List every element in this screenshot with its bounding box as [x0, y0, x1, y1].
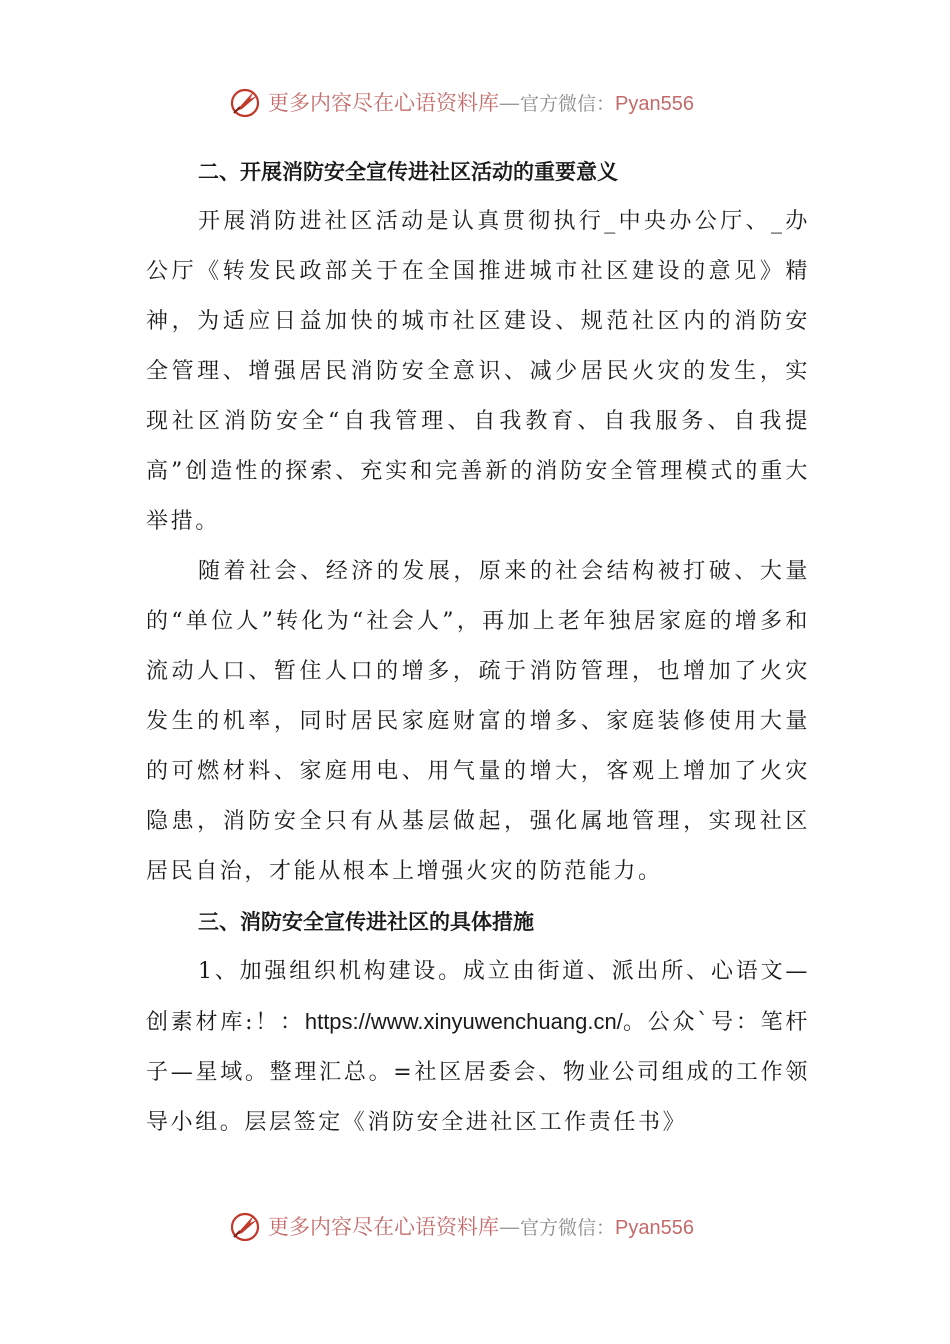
- section-heading-2: 二、开展消防安全宣传进社区活动的重要意义: [198, 160, 618, 184]
- paragraph-3-start: 1、加强组织机构建设。成立由街道、派出所、心语文—创素材库:！：: [146, 959, 810, 1035]
- banner-main-text: 更多内容尽在心语资料库: [268, 1215, 499, 1239]
- source-url-link[interactable]: https://www.xinyuwenchuang.cn/: [304, 1009, 623, 1034]
- paragraph-3-end: 。公众`号：笔杆子—星域。整理汇总。=社区居委会、物业公司组成的工作领导小组。层层签定《消防安全进社区工作责任书》: [146, 1010, 810, 1135]
- paragraph-3: [146, 947, 810, 1148]
- section-heading-3: 三、消防安全宣传进社区的具体措施: [198, 910, 534, 934]
- quill-logo-icon: [228, 85, 262, 119]
- banner-text: [268, 1211, 694, 1241]
- paragraph-2: 随着社会、经济的发展，原来的社会结构被打破、大量的“单位人”转化为“社会人”，再加上老年独居家庭的增多和流动人口、暂住人口的增多，疏于消防管理，也增加了火灾发生的机率，同时居民家庭财富的增多、家庭装修使用大量的可燃材料、家庭用电、用气量的增大，客观上增加了火灾隐患，消防安全只有从基层做起，强化属地管理，实现社区居民自治，才能从根本上增强火灾的防范能力。: [146, 559, 810, 884]
- header-watermark-banner: [0, 82, 950, 122]
- banner-wechat-id: Pyan556: [615, 1217, 694, 1239]
- banner-official-label: 官方微信：: [520, 1217, 616, 1239]
- banner-wechat-id: Pyan556: [615, 93, 694, 115]
- quill-logo-icon: [228, 1209, 262, 1243]
- banner-text: [268, 87, 694, 117]
- document-body: [146, 147, 810, 1148]
- banner-official-label: 官方微信：: [520, 93, 616, 115]
- footer-watermark-banner: [0, 1206, 950, 1246]
- paragraph-1: 开展消防进社区活动是认真贯彻执行_中央办公厅、_办公厅《转发民政部关于在全国推进城市社区建设的意见》精神，为适应日益加快的城市社区建设、规范社区内的消防安全管理、增强居民消防安全意识、减少居民火灾的发生，实现社区消防安全“自我管理、自我教育、自我服务、自我提高”创造性的探索、充实和完善新的消防安全管理模式的重大举措。: [146, 209, 810, 534]
- banner-main-text: 更多内容尽在心语资料库: [268, 91, 499, 115]
- banner-dash: —: [499, 91, 520, 115]
- banner-dash: —: [499, 1215, 520, 1239]
